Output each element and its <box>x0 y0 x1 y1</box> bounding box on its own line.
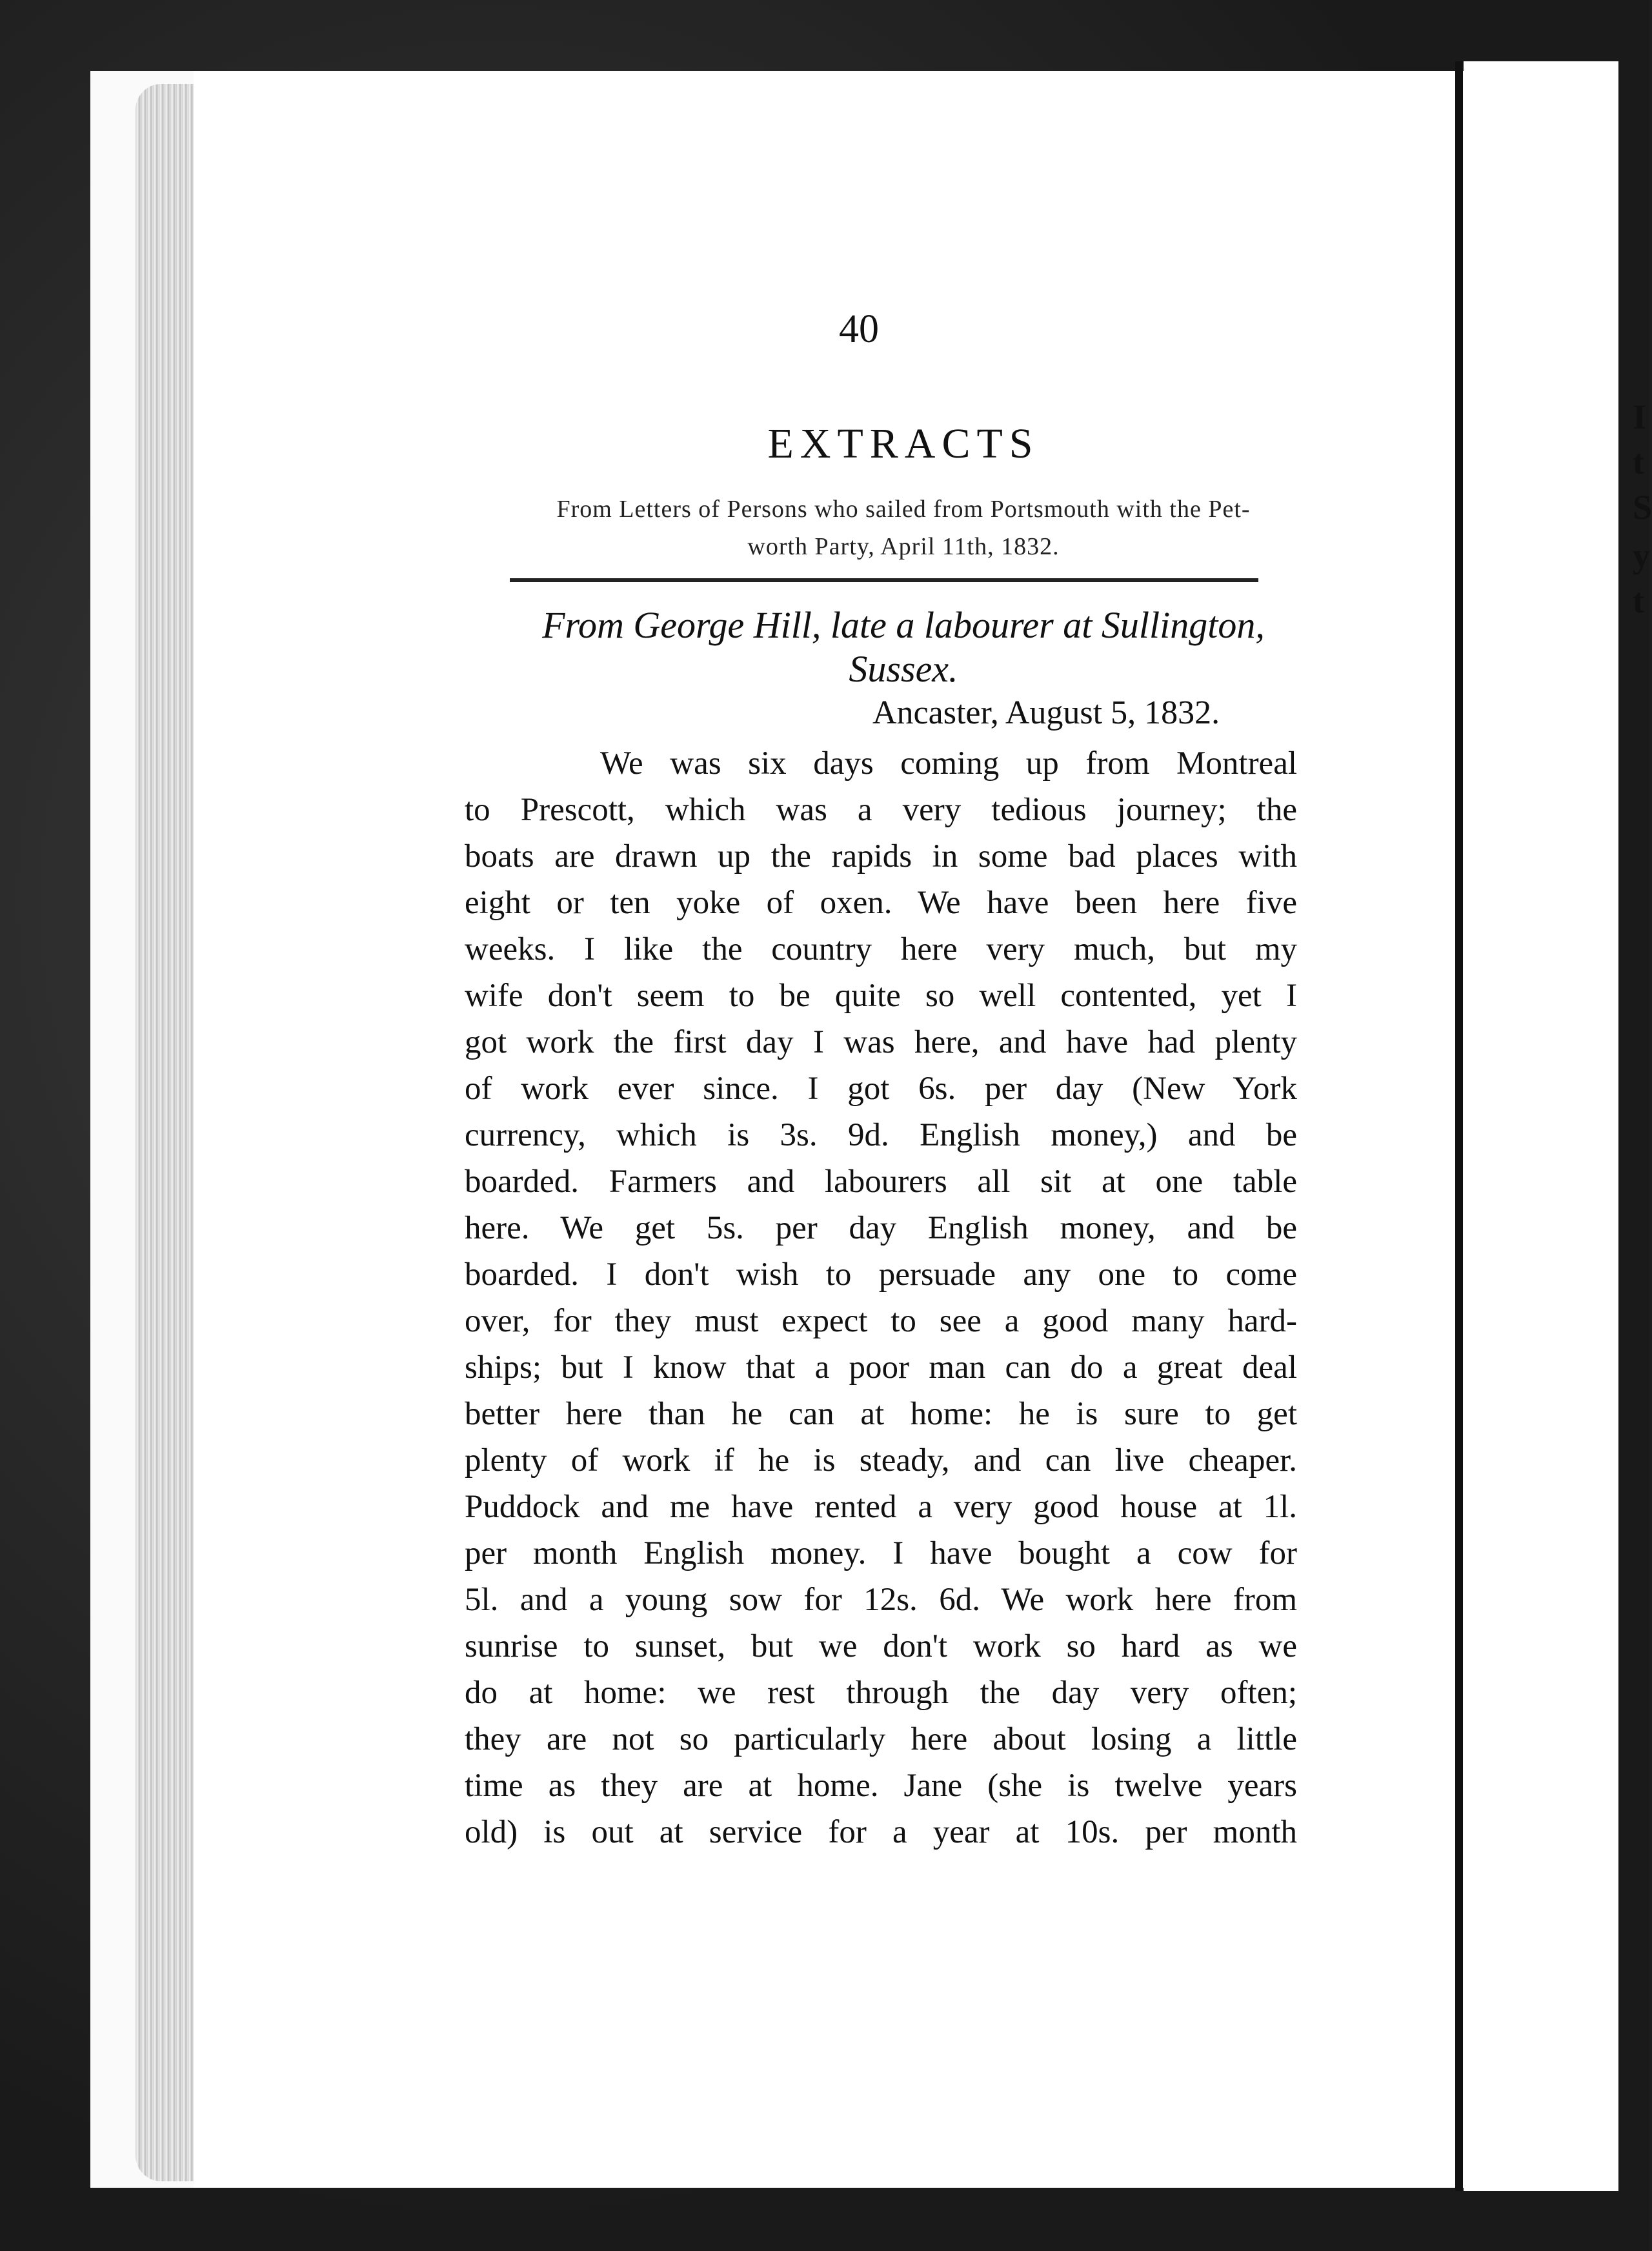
body-line: wife don't seem to be quite so well contented, yet I <box>465 978 1297 1014</box>
letter-body <box>465 740 1297 1855</box>
facing-page <box>1464 61 1618 2191</box>
divider-rule <box>510 578 1258 582</box>
body-line: over, for they must expect to see a good many hard- <box>465 1303 1297 1339</box>
body-line: sunrise to sunset, but we don't work so hard as we <box>465 1628 1297 1664</box>
body-line: boarded. I don't wish to persuade any one to come <box>465 1257 1297 1293</box>
facing-page-fragment: y <box>1633 536 1650 575</box>
body-line: boats are drawn up the rapids in some bad places with <box>465 838 1297 874</box>
body-line: 5l. and a young sow for 12s. 6d. We work here from <box>465 1582 1297 1618</box>
page-number: 40 <box>839 307 879 351</box>
attribution-line: From George Hill, late a labourer at Sullington, <box>542 604 1265 646</box>
body-line: do at home: we rest through the day very often; <box>465 1675 1297 1711</box>
facing-page-fragment: S <box>1633 488 1652 527</box>
body-line: boarded. Farmers and labourers all sit at one table <box>465 1164 1297 1200</box>
body-line: to Prescott, which was a very tedious journey; the <box>465 792 1297 828</box>
body-line: old) is out at service for a year at 10s. per month <box>465 1814 1297 1850</box>
body-line: currency, which is 3s. 9d. English money,) and be <box>465 1117 1297 1153</box>
subheading-line: worth Party, April 11th, 1832. <box>747 533 1060 560</box>
body-line: they are not so particularly here about losing a little <box>465 1721 1297 1757</box>
attribution-line: Sussex. <box>849 648 958 690</box>
body-line: here. We get 5s. per day English money, and be <box>465 1210 1297 1246</box>
body-line: time as they are at home. Jane (she is twelve years <box>465 1768 1297 1804</box>
subheading-line: From Letters of Persons who sailed from Portsmouth with the Pet- <box>556 496 1251 523</box>
body-line: plenty of work if he is steady, and can live cheaper. <box>465 1442 1297 1479</box>
body-line: got work the first day I was here, and have had plenty <box>465 1024 1297 1060</box>
section-heading: EXTRACTS <box>767 420 1040 467</box>
body-line: ships; but I know that a poor man can do a great deal <box>465 1349 1297 1386</box>
body-line: We was six days coming up from Montreal <box>600 745 1297 782</box>
body-line: better here than he can at home: he is sure to get <box>465 1396 1297 1432</box>
body-line: eight or ten yoke of oxen. We have been here five <box>465 885 1297 921</box>
gutter <box>1455 61 1463 2191</box>
facing-page-fragment: t <box>1633 581 1644 620</box>
letter-attribution <box>452 603 1355 691</box>
facing-page-fragment: I <box>1633 398 1647 436</box>
body-line: Puddock and me have rented a very good house at 1l. <box>465 1489 1297 1525</box>
letter-dateline: Ancaster, August 5, 1832. <box>872 694 1220 731</box>
facing-page-fragment: t <box>1633 443 1644 481</box>
body-line: weeks. I like the country here very much, but my <box>465 931 1297 967</box>
body-line: per month English money. I have bought a cow for <box>465 1535 1297 1571</box>
section-subheading <box>452 490 1355 565</box>
body-line: of work ever since. I got 6s. per day (New York <box>465 1071 1297 1107</box>
